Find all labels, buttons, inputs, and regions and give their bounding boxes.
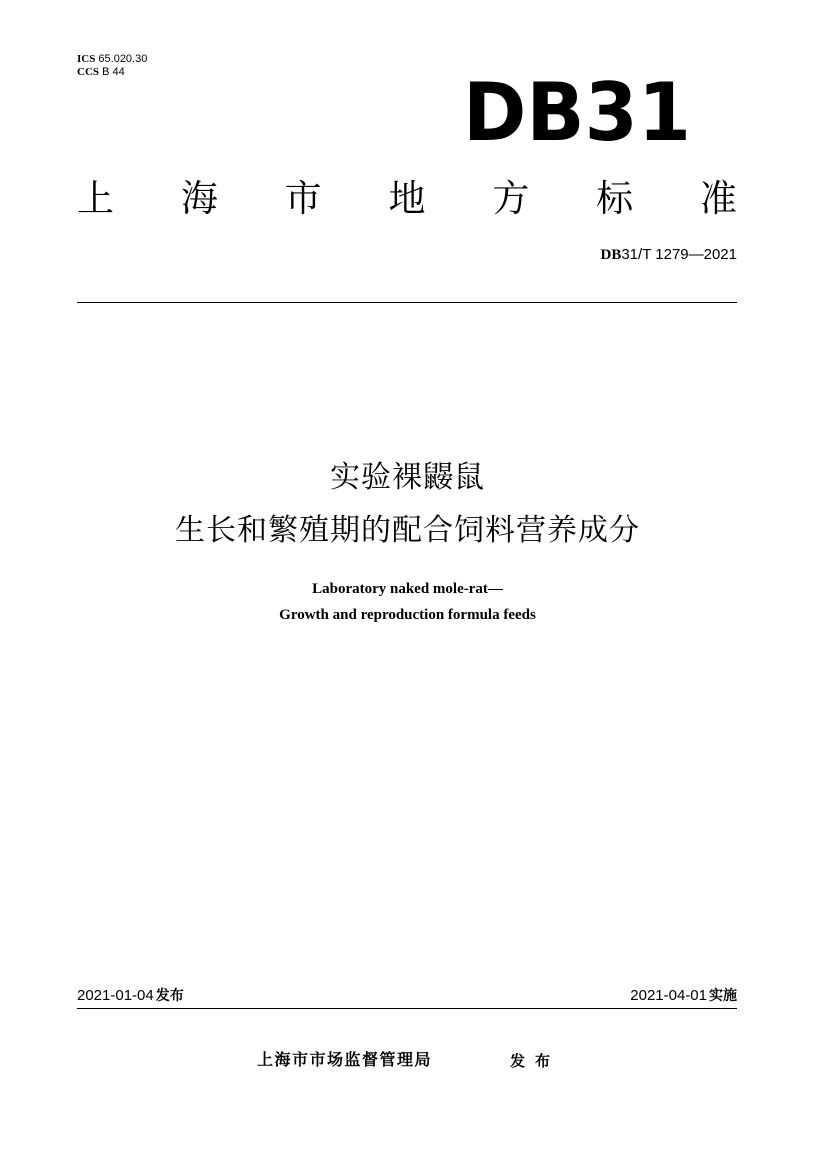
- publish-date: [77, 985, 184, 1005]
- standard-type-char: 地: [388, 177, 426, 220]
- db31-logo: [462, 62, 692, 160]
- standard-code-rest: 31/T 1279—2021: [621, 246, 737, 263]
- standard-code: [601, 246, 738, 264]
- implement-date-value: 2021-04-01: [630, 987, 707, 1004]
- implement-date: [630, 985, 737, 1005]
- db31-logo-text: DB31: [463, 66, 691, 160]
- standard-type-char: 标: [596, 177, 634, 220]
- standard-type-heading: [77, 165, 737, 225]
- ics-label: ICS: [77, 53, 96, 65]
- header-divider: [77, 302, 737, 303]
- title-cn-line2: 生长和繁殖期的配合饲料营养成分: [175, 513, 640, 548]
- ics-line: [77, 53, 147, 66]
- publish-date-value: 2021-01-04: [77, 987, 154, 1004]
- standard-type-char: 方: [492, 177, 530, 220]
- title-cn-line1: 实验裸鼹鼠: [330, 460, 485, 495]
- standard-type-char: 市: [284, 177, 322, 220]
- ics-value: 65.020.30: [98, 53, 148, 65]
- title-en-line2: Growth and reproduction formula feeds: [279, 607, 536, 623]
- implement-label: 实施: [709, 988, 737, 1004]
- standard-type-char: 上: [77, 177, 114, 220]
- title-en-line1: Laboratory naked mole-rat—: [312, 581, 503, 597]
- standard-type-char: 海: [180, 177, 218, 220]
- classification-codes: [77, 53, 147, 79]
- ccs-label: CCS: [77, 66, 100, 78]
- issuer-name: 上海市市场监督管理局: [257, 1050, 433, 1069]
- standard-type-char: 准: [699, 177, 737, 220]
- ccs-value: B 44: [102, 66, 125, 78]
- publish-label: 发布: [155, 988, 184, 1004]
- issuer-action: 发布: [510, 1052, 561, 1070]
- standard-code-prefix: DB: [600, 247, 622, 263]
- footer-divider: [77, 1008, 737, 1009]
- ccs-line: [77, 66, 147, 79]
